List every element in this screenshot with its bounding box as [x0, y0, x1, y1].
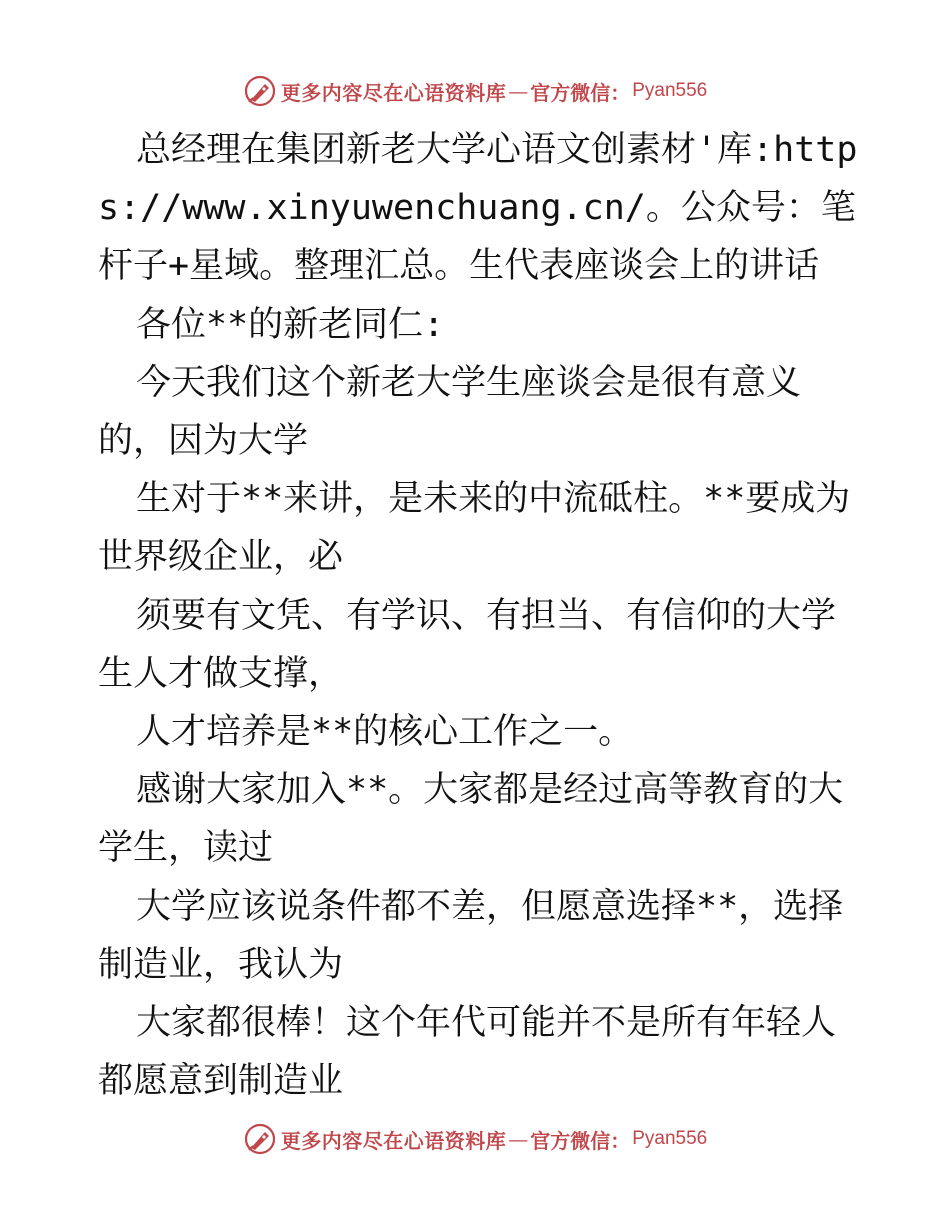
paragraph: 今天我们这个新老大学生座谈会是很有意义的，因为大学	[98, 362, 802, 462]
banner-wechat-label: 官方微信：	[530, 1128, 631, 1153]
banner-separator: —	[508, 1127, 529, 1151]
banner-wechat-id: Pyan556	[632, 1128, 708, 1149]
banner-brand-text: 更多内容尽在心语资料库	[280, 80, 507, 105]
pen-nib-seal-icon	[243, 74, 277, 108]
paragraph: 各位**的新老同仁:	[136, 304, 445, 345]
paragraph: 生对于**来讲，是未来的中流砥柱。**要成为世界级企业，必	[98, 479, 851, 578]
pen-nib-seal-icon	[243, 1122, 277, 1156]
paragraph: 感谢大家加入**。大家都是经过高等教育的大学生，读过	[98, 770, 844, 869]
paragraph: 总经理在集团新老大学心语文创素材'库:https://www.xinyuwenchuang.cn/。公众号：笔杆子+星域。整理汇总。生代表座谈会上的讲话	[98, 130, 858, 287]
banner-wechat-id: Pyan556	[632, 80, 708, 101]
paragraph: 大家都很棒！这个年代可能并不是所有年轻人都愿意到制造业	[98, 1003, 837, 1102]
banner-brand-text: 更多内容尽在心语资料库	[280, 1128, 507, 1153]
document-body	[98, 121, 868, 1110]
paragraph: 大学应该说条件都不差，但愿意选择**，选择制造业，我认为	[98, 886, 844, 985]
paragraph: 人才培养是**的核心工作之一。	[136, 712, 634, 753]
banner-wechat-label: 官方微信：	[530, 80, 631, 105]
paragraph: 须要有文凭、有学识、有担当、有信仰的大学生人才做支撑，	[98, 595, 837, 694]
header-banner	[0, 69, 950, 113]
footer-banner	[0, 1117, 950, 1161]
banner-separator: —	[508, 79, 529, 103]
